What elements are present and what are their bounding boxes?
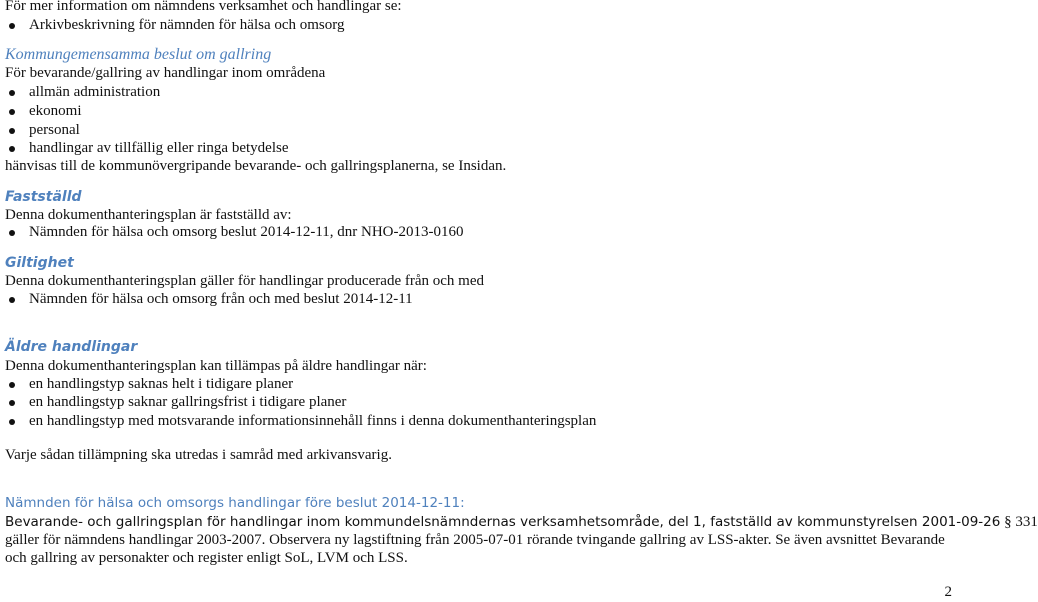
section-heading-faststalld: Fastställd (5, 189, 82, 205)
section-heading-fore: Nämnden för hälsa och omsorgs handlingar före beslut 2014-12-11: (5, 495, 465, 511)
fore-line1-paragraph-ref: § 331 (1000, 514, 1038, 530)
fore-paragraph-line1 (5, 513, 1038, 532)
bullet-item: en handlingstyp saknar gallringsfrist i tidigare planer (29, 394, 347, 410)
bullet-item: Nämnden för hälsa och omsorg från och med beslut 2014-12-11 (29, 291, 413, 307)
bullet-item: handlingar av tillfällig eller ringa betydelse (29, 140, 289, 156)
faststalld-intro: Denna dokumenthanteringsplan är fastställd av: (5, 207, 292, 223)
fore-paragraph-line3: och gallring av personakter och register enligt SoL, LVM och LSS. (5, 550, 408, 566)
fore-paragraph-line2: gäller för nämndens handlingar 2003-2007. Observera ny lagstiftning från 2005-07-01 rörande tvingande gallring av LSS-akter. Se även avsnittet Bevarande (5, 532, 945, 548)
giltighet-intro: Denna dokumenthanteringsplan gäller för handlingar producerade från och med (5, 273, 484, 289)
bullet-item: ekonomi (29, 103, 82, 119)
gallring-intro: För bevarande/gallring av handlingar inom områdena (5, 65, 326, 81)
aldre-outro: Varje sådan tillämpning ska utredas i samråd med arkivansvarig. (5, 447, 392, 463)
section-heading-gallring: Kommungemensamma beslut om gallring (5, 46, 272, 63)
bullet-item: en handlingstyp med motsvarande informationsinnehåll finns i denna dokumenthanteringsplan (29, 413, 597, 429)
page-number: 2 (944, 584, 952, 600)
intro-text: För mer information om nämndens verksamhet och handlingar se: (5, 0, 402, 14)
bullet-item: en handlingstyp saknas helt i tidigare planer (29, 376, 294, 392)
gallring-outro: hänvisas till de kommunövergripande bevarande- och gallringsplanerna, se Insidan. (5, 158, 507, 174)
bullet-item: personal (29, 122, 80, 138)
section-heading-giltighet: Giltighet (5, 255, 74, 271)
bullet-item: Nämnden för hälsa och omsorg beslut 2014-12-11, dnr NHO-2013-0160 (29, 224, 464, 240)
bullet-item: Arkivbeskrivning för nämnden för hälsa och omsorg (29, 17, 345, 33)
aldre-intro: Denna dokumenthanteringsplan kan tillämpas på äldre handlingar när: (5, 358, 427, 374)
fore-line1-text: Bevarande- och gallringsplan för handlingar inom kommundelsnämndernas verksamhetsområde, del 1, fastställd av kommunstyrelsen 2001-09-26 (5, 514, 1001, 530)
bullet-item: allmän administration (29, 84, 161, 100)
section-heading-aldre: Äldre handlingar (5, 339, 138, 355)
